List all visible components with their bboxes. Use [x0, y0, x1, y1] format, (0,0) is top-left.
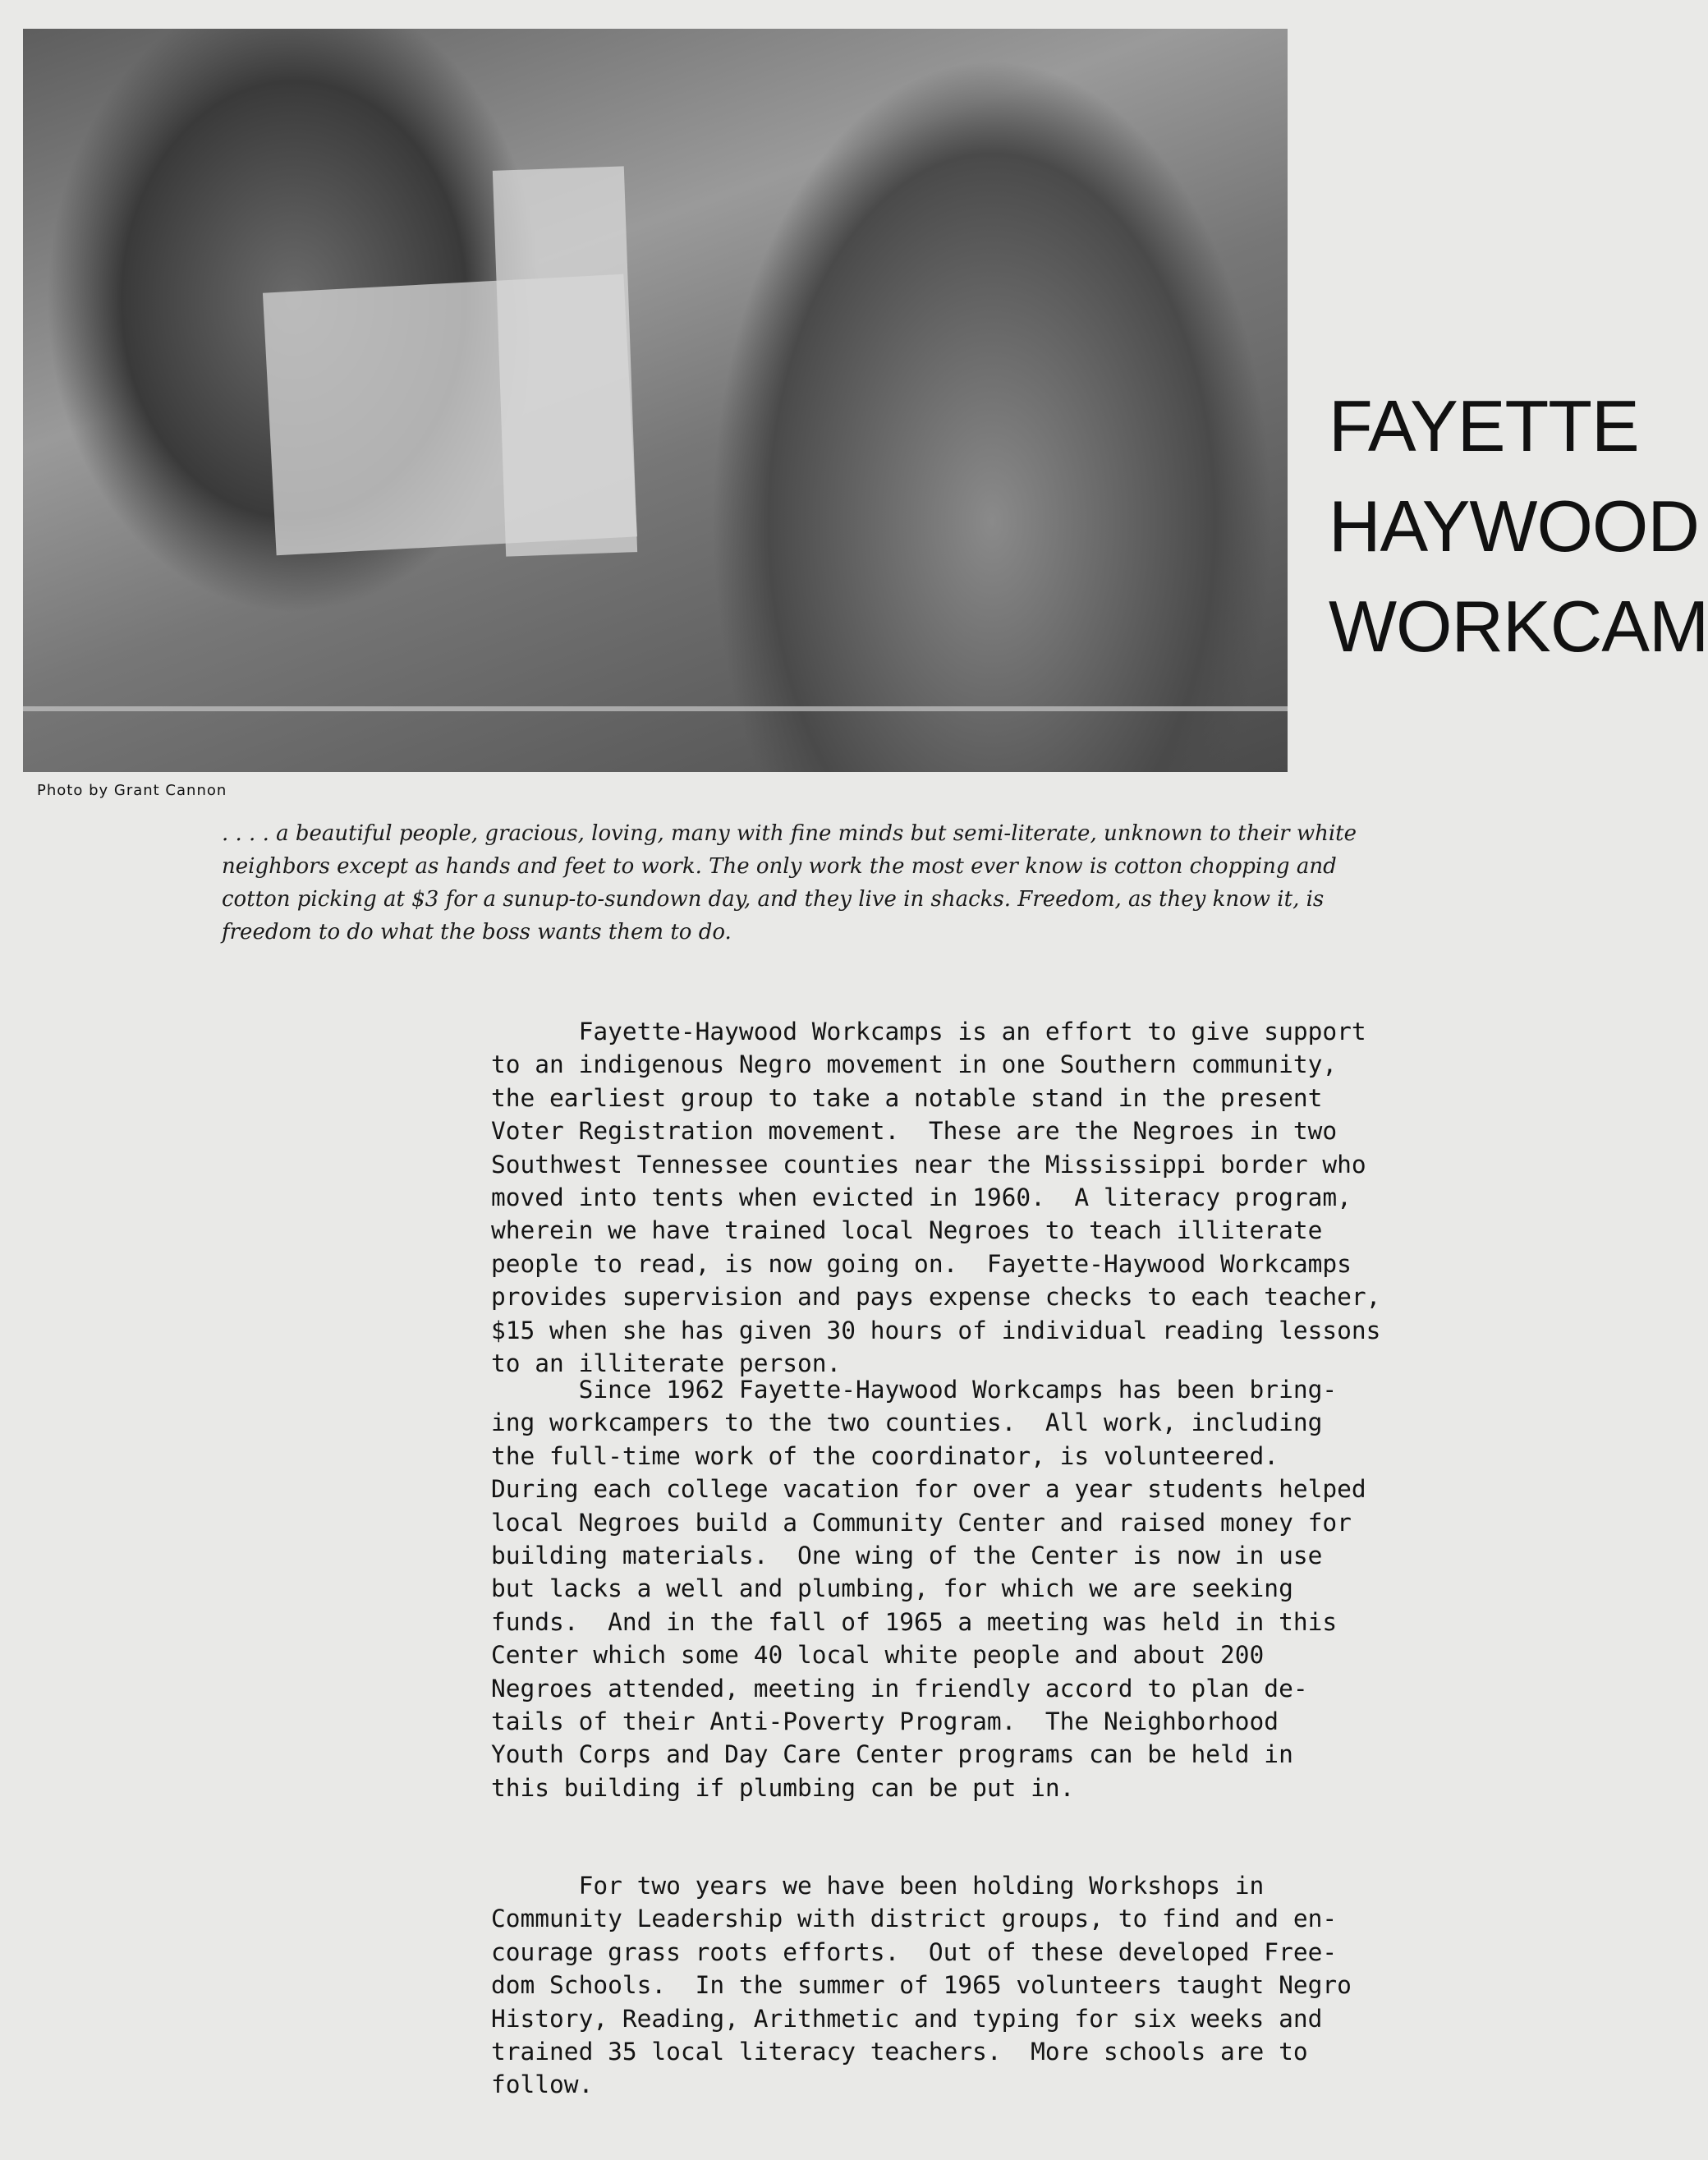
body-line: History, Reading, Arithmetic and typing for six weeks and [491, 2004, 1323, 2033]
body-line: but lacks a well and plumbing, for which we are seeking [491, 1574, 1293, 1603]
body-line: dom Schools. In the summer of 1965 volunteers taught Negro [491, 1971, 1352, 2000]
body-line: Community Leadership with district groups, to find and en- [491, 1905, 1338, 1933]
body-line: funds. And in the fall of 1965 a meeting was held in this [491, 1607, 1338, 1636]
body-line: ing workcampers to the two counties. All work, including [491, 1409, 1323, 1437]
paragraph-1 [491, 1015, 1380, 1380]
quote-line: cotton picking at $3 for a sunup-to-sundown day, and they live in shacks. Freedom, as they know it, is [222, 887, 1325, 912]
photo-reader-page [493, 166, 637, 556]
body-line: Southwest Tennessee counties near the Mississippi border who [491, 1150, 1366, 1179]
body-line: Youth Corps and Day Care Center programs can be held in [491, 1740, 1293, 1769]
quote-line: neighbors except as hands and feet to work. The only work the most ever know is cotton chopping and [222, 854, 1337, 879]
body-line: Negroes attended, meeting in friendly accord to plan de- [491, 1674, 1308, 1703]
body-line: to an illiterate person. [491, 1349, 842, 1378]
paragraph-3 [491, 1869, 1352, 2102]
body-line: trained 35 local literacy teachers. More schools are to [491, 2038, 1308, 2066]
body-line: During each college vacation for over a year students helped [491, 1475, 1366, 1504]
body-line: this building if plumbing can be put in. [491, 1773, 1075, 1802]
body-line: wherein we have trained local Negroes to teach illiterate [491, 1216, 1323, 1245]
photo [23, 29, 1288, 772]
body-line: building materials. One wing of the Center is now in use [491, 1542, 1323, 1570]
title-line: WORKCAM [1329, 586, 1708, 667]
body-line: the full-time work of the coordinator, is volunteered. [491, 1441, 1279, 1470]
body-line: follow. [491, 2070, 594, 2099]
body-line: tails of their Anti-Poverty Program. The Neighborhood [491, 1707, 1279, 1736]
photo-crease [23, 706, 1288, 711]
photo-credit: Photo by Grant Cannon [37, 782, 227, 799]
body-line: to an indigenous Negro movement in one Southern community, [491, 1050, 1338, 1079]
body-line: local Negroes build a Community Center and raised money for [491, 1508, 1352, 1537]
quote-line: . . . . a beautiful people, gracious, loving, many with fine minds but semi-literate, unknown to their white [222, 821, 1357, 846]
body-line: Since 1962 Fayette-Haywood Workcamps has been bring- [491, 1376, 1338, 1404]
body-line: provides supervision and pays expense checks to each teacher, [491, 1283, 1381, 1312]
title-line: HAYWOOD [1329, 485, 1699, 567]
body-line: Fayette-Haywood Workcamps is an effort to give support [491, 1018, 1366, 1046]
body-line: $15 when she has given 30 hours of individual reading lessons [491, 1316, 1381, 1344]
body-line: moved into tents when evicted in 1960. A literacy program, [491, 1183, 1352, 1212]
quote-line: freedom to do what the boss wants them to do. [222, 920, 732, 944]
body-line: Center which some 40 local white people and about 200 [491, 1641, 1265, 1670]
body-line: For two years we have been holding Workshops in [491, 1872, 1265, 1900]
body-line: people to read, is now going on. Fayette-Haywood Workcamps [491, 1249, 1352, 1278]
body-line: the earliest group to take a notable stand in the present [491, 1083, 1323, 1112]
body-line: Voter Registration movement. These are the Negroes in two [491, 1117, 1338, 1146]
paragraph-2 [491, 1373, 1366, 1804]
pull-quote [222, 817, 1503, 949]
body-line: courage grass roots efforts. Out of these developed Free- [491, 1937, 1338, 1966]
title-line: FAYETTE [1329, 385, 1639, 466]
